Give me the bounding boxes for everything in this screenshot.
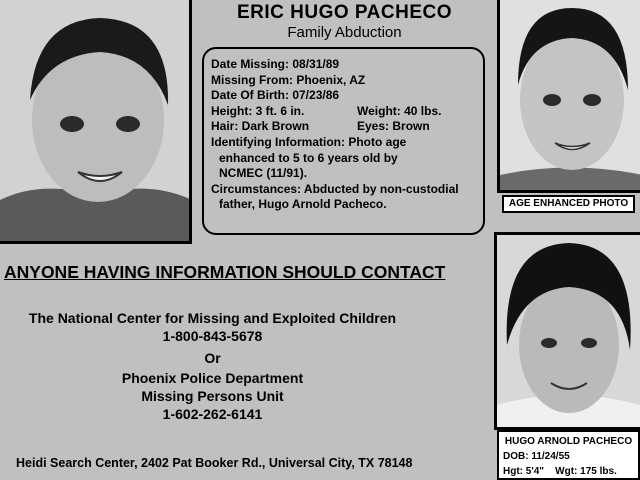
case-details-box xyxy=(202,47,485,235)
hair: Hair: Dark Brown xyxy=(211,119,310,134)
circumstances-line-2: father, Hugo Arnold Pacheco. xyxy=(219,197,387,212)
weight: Weight: 40 lbs. xyxy=(357,103,442,118)
father-dob: DOB: 11/24/55 xyxy=(503,451,570,462)
contact-heading: ANYONE HAVING INFORMATION SHOULD CONTACT xyxy=(4,262,446,282)
father-height: Hgt: 5'4" xyxy=(503,466,545,477)
eyes: Eyes: Brown xyxy=(357,119,430,134)
police-contact xyxy=(0,369,425,423)
father-photo xyxy=(494,232,640,430)
father-caption xyxy=(497,430,640,480)
child-portrait-image xyxy=(0,0,192,244)
missing-child-name: ERIC HUGO PACHECO xyxy=(236,2,453,23)
case-type: Family Abduction xyxy=(287,24,402,41)
child-photo xyxy=(0,0,192,244)
ncmec-name: The National Center for Missing and Exploited Children xyxy=(28,310,397,326)
police-unit: Missing Persons Unit xyxy=(141,388,284,404)
father-name: HUGO ARNOLD PACHECO xyxy=(504,436,633,447)
height: Height: 3 ft. 6 in. xyxy=(211,103,305,118)
identifying-info-line-1: Identifying Information: Photo age xyxy=(211,134,407,149)
police-phone: 1-602-262-6141 xyxy=(162,406,263,422)
ncmec-phone: 1-800-843-5678 xyxy=(162,328,263,344)
father-weight: Wgt: 175 lbs. xyxy=(555,466,617,477)
age-enhanced-portrait-image xyxy=(500,0,640,193)
date-missing: Date Missing: 08/31/89 xyxy=(211,57,340,71)
missing-from: Missing From: Phoenix, AZ xyxy=(211,72,366,87)
ncmec-contact xyxy=(0,309,425,345)
date-of-birth: Date Of Birth: 07/23/86 xyxy=(211,88,340,103)
circumstances-line-1: Circumstances: Abducted by non-custodial xyxy=(211,181,459,196)
height-weight-row xyxy=(211,104,477,120)
hair-eyes-row xyxy=(211,119,477,135)
age-enhanced-caption: AGE ENHANCED PHOTO xyxy=(502,195,635,213)
father-portrait-image xyxy=(497,235,640,430)
footer-address: Heidi Search Center, 2402 Pat Booker Rd., Universal City, TX 78148 xyxy=(16,456,413,470)
police-department-name: Phoenix Police Department xyxy=(121,370,304,386)
or-separator: Or xyxy=(204,350,221,366)
father-measurements xyxy=(503,464,638,479)
identifying-info-line-3: NCMEC (11/91). xyxy=(219,166,308,181)
identifying-info-line-2: enhanced to 5 to 6 years old by xyxy=(219,150,398,165)
age-enhanced-photo xyxy=(497,0,640,193)
